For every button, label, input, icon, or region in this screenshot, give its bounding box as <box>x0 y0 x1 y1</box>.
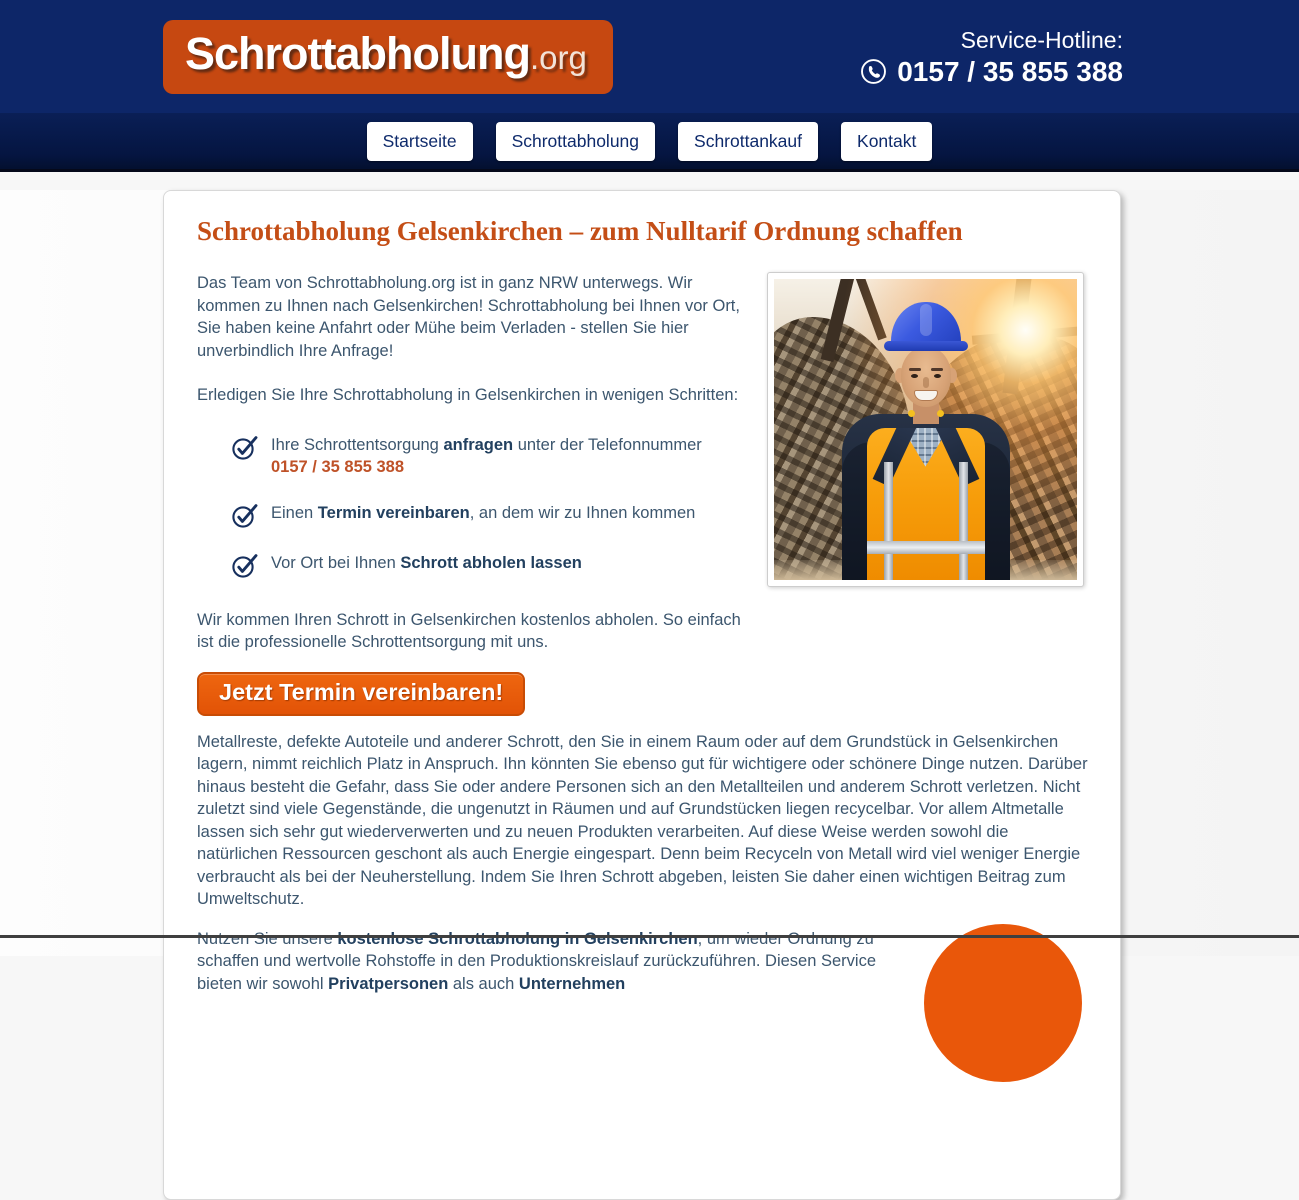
eyebrow <box>931 368 943 371</box>
site-header <box>0 0 1299 113</box>
checklist-text-bold: Schrott abholen lassen <box>400 554 582 572</box>
worker-figure <box>831 302 1021 580</box>
worker-photo <box>767 272 1084 587</box>
eye <box>911 374 918 378</box>
outro-bold: kostenlose Schrottabholung in Gelsenkirchen <box>337 930 697 948</box>
jacket-lapel <box>872 428 919 486</box>
list-item <box>231 502 742 529</box>
hard-hat-ridge <box>920 304 932 336</box>
list-item <box>231 434 742 479</box>
hard-hat-brim <box>884 341 968 351</box>
check-circle-icon <box>231 434 258 479</box>
main-nav <box>0 113 1299 172</box>
logo-text: Schrottabholung <box>185 28 530 79</box>
outro-segment: Nutzen Sie unsere <box>197 930 337 948</box>
nav-item-schrottankauf[interactable]: Schrottankauf <box>678 122 818 161</box>
service-hotline <box>860 25 1123 89</box>
hotline-number[interactable]: 0157 / 35 855 388 <box>897 55 1123 89</box>
ear-plug <box>908 410 915 417</box>
checklist-text-segment: Vor Ort bei Ihnen <box>271 554 400 572</box>
eye <box>934 374 941 378</box>
jacket-lapel <box>932 428 979 486</box>
body-paragraph: Metallreste, defekte Autoteile und anderer Schrott, den Sie in einem Raum oder auf dem Grundstück in Gelsenkirchen lagern, nimmt reichlich Platz in Anspruch. Ihn könnten Sie ebenso gut für wichtigere oder schönere Dinge nutzen. Darüber hinaus besteht die Gefahr, dass Sie oder andere Personen sich an den Metallteilen und anderem Schrott verletzen. Nicht zuletzt sind viele Gegenstände, die ungenutzt in Räumen und auf Grundstücken liegen recycelbar. Vor allem Altmetalle lassen sich sehr gut wiederverwerten und zu neuen Produkten verarbeiten. Auf diese Weise werden sowohl die natürlichen Ressourcen geschont als auch Energie eingespart. Denn beim Recyceln von Metall wird viel weniger Energie verbraucht als bei der Neuherstellung. Indem Sie Ihren Schrott abgeben, leisten Sie daher einen wichtigen Beitrag zum Umweltschutz. <box>197 731 1089 911</box>
checklist-text <box>271 434 703 479</box>
content-card <box>163 190 1121 1200</box>
checklist-text-bold: Termin vereinbaren <box>318 504 470 522</box>
checklist-text-segment: Ihre Schrottentsorgung <box>271 436 443 454</box>
reflective-stripe <box>959 462 968 580</box>
hard-hat <box>891 302 961 346</box>
promo-circle-badge <box>924 924 1082 1082</box>
smile <box>914 390 938 401</box>
list-item <box>231 552 742 579</box>
steps-intro: Erledigen Sie Ihre Schrottabholung in Gelsenkirchen in wenigen Schritten: <box>197 384 742 407</box>
checklist-text-segment: unter der Telefonnummer <box>513 436 702 454</box>
cta-termin-button[interactable]: Jetzt Termin vereinbaren! <box>197 672 525 716</box>
summary-paragraph: Wir kommen Ihren Schrott in Gelsenkirchen kostenlos abholen. So einfach ist die professionelle Schrottentsorgung mit uns. <box>197 609 742 654</box>
hotline-label: Service-Hotline: <box>860 25 1123 55</box>
checklist-text-segment: , an dem wir zu Ihnen kommen <box>470 504 696 522</box>
safety-vest <box>867 428 985 580</box>
worker-face <box>901 347 951 407</box>
checklist-text <box>271 502 695 529</box>
worker-photo-canvas <box>774 279 1077 580</box>
reflective-stripe <box>867 541 985 554</box>
checklist-text <box>271 552 582 579</box>
checklist-phone-number[interactable]: 0157 / 35 855 388 <box>271 458 404 476</box>
outro-segment: als auch <box>448 975 519 993</box>
intro-column <box>197 272 742 716</box>
phone-icon <box>860 58 887 85</box>
check-circle-icon <box>231 502 258 529</box>
page-background <box>0 190 1299 956</box>
site-logo[interactable] <box>163 20 613 94</box>
outro-bold: Privatpersonen <box>328 975 448 993</box>
logo-suffix: .org <box>530 39 587 76</box>
check-circle-icon <box>231 552 258 579</box>
outro-segment: , um wieder Ordnung zu schaffen und wertvolle Rohstoffe in den Produktionskreislauf zurückzuführen. Diesen Service bieten wir sowohl <box>197 930 876 993</box>
nav-item-schrottabholung[interactable]: Schrottabholung <box>496 122 655 161</box>
nav-item-startseite[interactable]: Startseite <box>367 122 473 161</box>
reflective-stripe <box>884 462 893 580</box>
eyebrow <box>909 368 921 371</box>
checklist-text-segment: Einen <box>271 504 318 522</box>
page-title: Schrottabholung Gelsenkirchen – zum Nulltarif Ordnung schaffen <box>197 215 1087 247</box>
ear-plug <box>937 410 944 417</box>
checklist-text-bold: anfragen <box>443 436 513 454</box>
steps-checklist <box>197 434 742 579</box>
nose <box>923 377 929 388</box>
intro-paragraph: Das Team von Schrottabholung.org ist in ganz NRW unterwegs. Wir kommen zu Ihnen nach Gelsenkirchen! Schrottabholung bei Ihnen vor Ort, Sie haben keine Anfahrt oder Mühe beim Verladen - stellen Sie hier unverbindlich Ihre Anfrage! <box>197 272 742 362</box>
nav-item-kontakt[interactable]: Kontakt <box>841 122 932 161</box>
outro-bold: Unternehmen <box>519 975 625 993</box>
